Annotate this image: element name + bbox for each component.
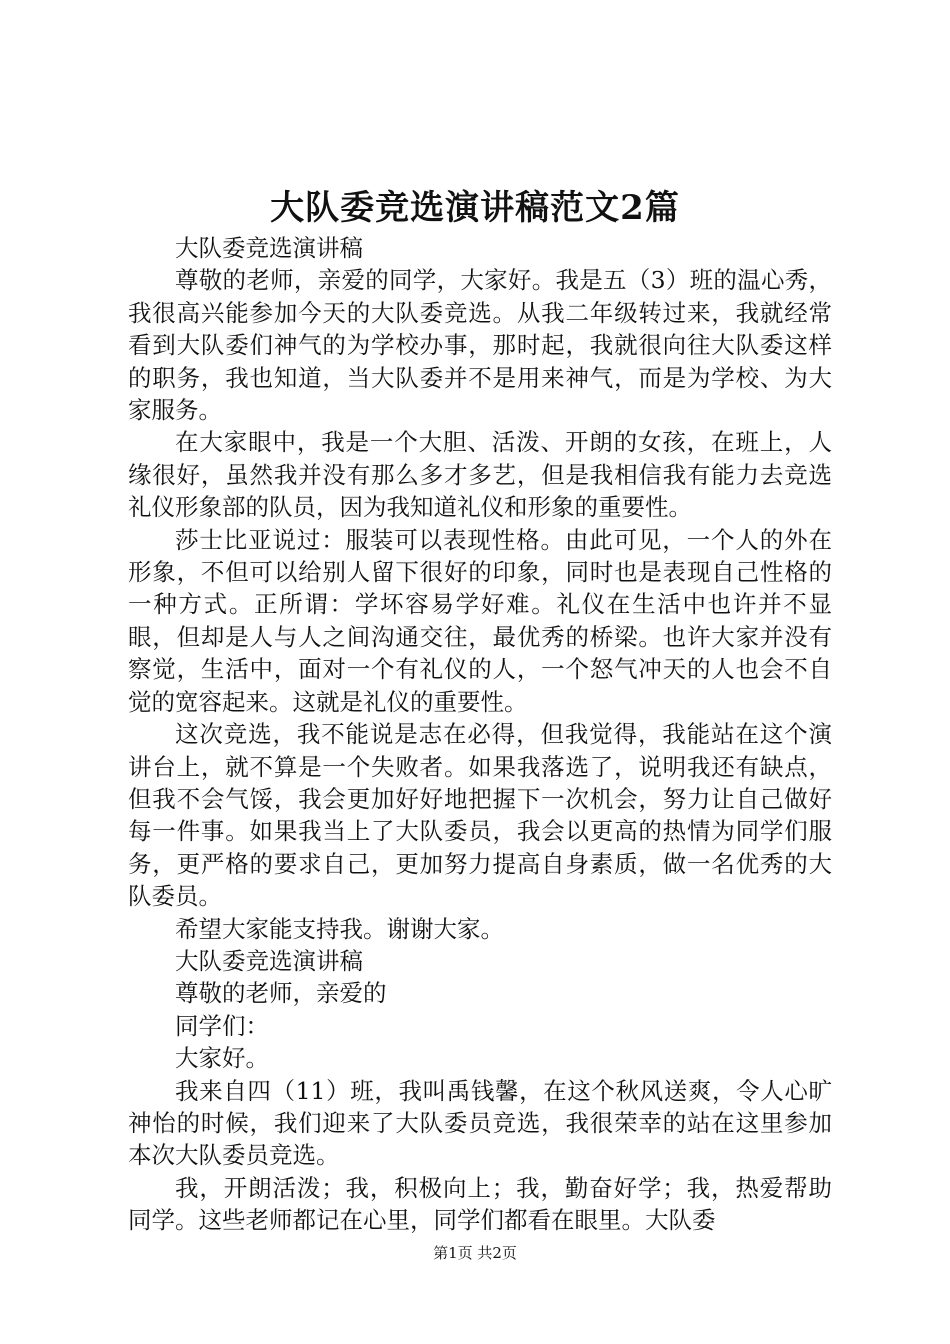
document-body — [128, 232, 832, 1237]
paragraph: 尊敬的老师，亲爱的 — [175, 979, 387, 1008]
paragraph: 这次竞选，我不能说是志在必得，但我觉得，我能站在这个演讲台上，就不算是一个失败者。如果我落选了，说明我还有缺点，但我不会气馁，我会更加好好地把握下一次机会，努力让自己做好每一件事。如果我当上了大队委员，我会以更高的热情为同学们服务，更严格的要求自己，更加努力提高自身素质，做一名优秀的大队委员。 — [128, 720, 832, 911]
paragraph: 大家好。 — [175, 1044, 269, 1073]
paragraph: 希望大家能支持我。谢谢大家。 — [175, 914, 504, 943]
paragraph: 莎士比亚说过：服装可以表现性格。由此可见，一个人的外在形象，不但可以给别人留下很好的印象，同时也是表现自己性格的一种方式。正所谓：学坏容易学好难。礼仪在生活中也许并不显眼，但却是人与人之间沟通交往，最优秀的桥梁。也许大家并没有察觉，生活中，面对一个有礼仪的人，一个怒气冲天的人也会不自觉的宽容起来。这就是礼仪的重要性。 — [128, 525, 832, 716]
document-title: 大队委竞选演讲稿范文2篇 — [270, 188, 680, 228]
page-footer: 第1页 共2页 — [433, 1244, 517, 1262]
paragraph: 大队委竞选演讲稿 — [175, 946, 363, 975]
paragraph: 我，开朗活泼；我，积极向上；我，勤奋好学；我，热爱帮助同学。这些老师都记在心里，同学们都看在眼里。大队委 — [128, 1173, 832, 1235]
paragraph: 我来自四（11）班，我叫禹钱馨，在这个秋风送爽，令人心旷神怡的时候，我们迎来了大队委员竞选，我很荣幸的站在这里参加本次大队委员竞选。 — [128, 1076, 832, 1170]
paragraph: 大队委竞选演讲稿 — [175, 234, 363, 262]
paragraph: 在大家眼中，我是一个大胆、活泼、开朗的女孩，在班上，人缘很好，虽然我并没有那么多才多艺，但是我相信我有能力去竞选礼仪形象部的队员，因为我知道礼仪和形象的重要性。 — [128, 428, 832, 522]
paragraph: 尊敬的老师，亲爱的同学，大家好。我是五（3）班的温心秀，我很高兴能参加今天的大队委竞选。从我二年级转过来，我就经常看到大队委们神气的为学校办事，那时起，我就很向往大队委这样的职务，我也知道，当大队委并不是用来神气，而是为学校、为大家服务。 — [128, 266, 832, 425]
paragraph: 同学们： — [175, 1011, 269, 1040]
